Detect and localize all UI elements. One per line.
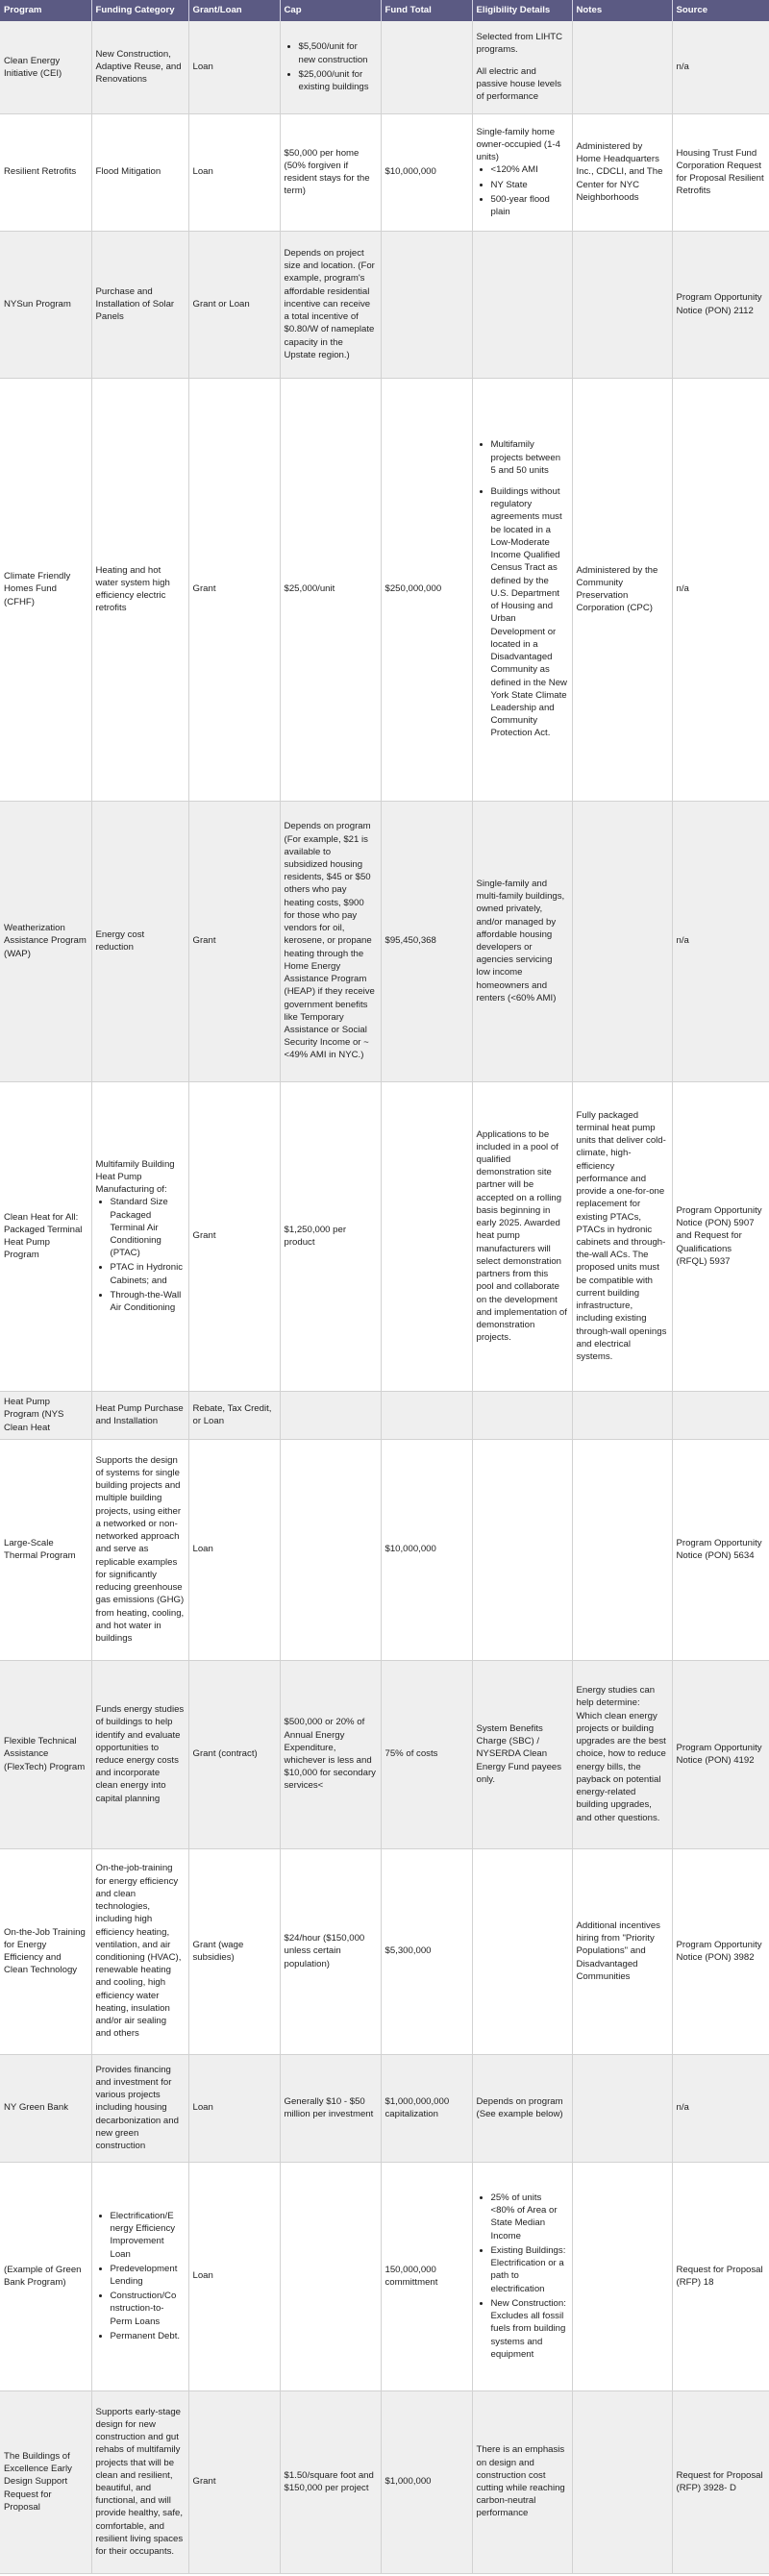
source-cell: Program Opportunity Notice (PON) 5634	[672, 1439, 769, 1660]
notes-cell: Additional incentives hiring from "Priority Populations" and Disadvantaged Communities	[572, 1848, 672, 2054]
fund-total-cell	[381, 231, 472, 378]
table-row	[0, 1660, 769, 1848]
funding-category-cell: Heating and hot water system high efficiency electric retrofits	[91, 378, 188, 801]
eligibility-cell	[472, 21, 572, 113]
program-cell: Large-Scale Thermal Program	[0, 1439, 91, 1660]
program-cell: NYSun Program	[0, 231, 91, 378]
funding-category-item: • Through-the-Wall Air Conditioning	[111, 1289, 185, 1314]
cap-item: • $25,000/unit for existing buildings	[299, 68, 377, 93]
fund-total-cell: $10,000,000	[381, 113, 472, 231]
cap-cell: $24/hour ($150,000 unless certain population)	[280, 1848, 381, 2054]
grant-loan-cell: Rebate, Tax Credit, or Loan	[188, 1391, 280, 1439]
grant-loan-cell: Loan	[188, 113, 280, 231]
header-row	[0, 0, 769, 21]
eligibility-item: • <120% AMI	[491, 163, 568, 176]
grant-loan-cell: Loan	[188, 2054, 280, 2162]
funding-category-item: • Predevelopment Lending	[111, 2263, 185, 2288]
source-cell: Program Opportunity Notice (PON) 2112	[672, 231, 769, 378]
header-cap[interactable]: Cap	[280, 0, 381, 21]
cap-cell: $1.50/square foot and $150,000 per project	[280, 2390, 381, 2573]
cap-cell: $1,250,000 per product	[280, 1081, 381, 1391]
cap-cell: $25,000/unit	[280, 378, 381, 801]
notes-cell	[572, 2162, 672, 2390]
cap-cell	[280, 1391, 381, 1439]
table-row	[0, 1439, 769, 1660]
program-cell: (Example of Green Bank Program)	[0, 2162, 91, 2390]
table-row	[0, 2054, 769, 2162]
fund-total-cell: $1,000,000	[381, 2390, 472, 2573]
eligibility-cell	[472, 1391, 572, 1439]
table-row	[0, 113, 769, 231]
eligibility-cell	[472, 1439, 572, 1660]
notes-cell	[572, 21, 672, 113]
funding-category-cell: Funds energy studies of buildings to help identify and evaluate opportunities to reduce energy costs and incorporate clean energy into capital planning	[91, 1660, 188, 1848]
funding-category-item: • Standard Size Packaged Terminal Air Conditioning (PTAC)	[111, 1196, 185, 1259]
source-cell: Request for Proposal (RFP) 3928- D	[672, 2390, 769, 2573]
header-eligibility-details[interactable]: Eligibility Details	[472, 0, 572, 21]
cap-cell: $500,000 or 20% of Annual Energy Expenditure, whichever is less and $10,000 for secondary services<	[280, 1660, 381, 1848]
table-row	[0, 1081, 769, 1391]
eligibility-cell	[472, 113, 572, 231]
funding-category-cell: On-the-job-training for energy efficiency and clean technologies, including high efficiency heating, ventilation, and air conditioning (HVAC), renewable heating and cooling, high efficiency water heating, insulation and/or air sealing and others	[91, 1848, 188, 2054]
cap-cell	[280, 2162, 381, 2390]
eligibility-cell	[472, 1848, 572, 2054]
eligibility-text: Single-family home owner-occupied (1-4 units)	[476, 126, 560, 163]
eligibility-item: • 25% of units <80% of Area or State Median Income	[491, 2192, 568, 2242]
notes-cell	[572, 2054, 672, 2162]
table-row	[0, 378, 769, 801]
grant-loan-cell: Grant (wage subsidies)	[188, 1848, 280, 2054]
header-fund-total[interactable]: Fund Total	[381, 0, 472, 21]
eligibility-cell: Single-family and multi-family buildings, owned privately, and/or managed by affordable housing developers or agencies servicing low income homeowners and renters (<60% AMI)	[472, 801, 572, 1081]
grant-loan-cell: Grant (contract)	[188, 1660, 280, 1848]
funding-category-text: Multifamily Building Heat Pump Manufacturing of:	[95, 1158, 175, 1196]
grant-loan-cell: Grant	[188, 2390, 280, 2573]
source-cell: n/a	[672, 801, 769, 1081]
funding-category-cell: New Construction, Adaptive Reuse, and Renovations	[91, 21, 188, 113]
fund-total-cell: $1,000,000,000 capitalization	[381, 2054, 472, 2162]
source-cell: Program Opportunity Notice (PON) 5907 and Request for Qualifications (RFQL) 5937	[672, 1081, 769, 1391]
fund-total-cell	[381, 1391, 472, 1439]
funding-category-cell: Energy cost reduction	[91, 801, 188, 1081]
source-cell	[672, 1391, 769, 1439]
eligibility-item: • Existing Buildings: Electrification or a path to electrification	[491, 2244, 568, 2295]
notes-cell: Fully packaged terminal heat pump units that deliver cold-climate, high-efficiency performance and provide a one-for-one replacement for existing PTACs, PTACs in hydronic cabinets and through-the-wall ACs. The proposed units must be compatible with current building infrastructure, including existing through-wall openings and electrical systems.	[572, 1081, 672, 1391]
fund-total-cell: $95,450,368	[381, 801, 472, 1081]
eligibility-cell	[472, 2162, 572, 2390]
program-cell: The Buildings of Excellence Early Design Support Request for Proposal	[0, 2390, 91, 2573]
table-row	[0, 1391, 769, 1439]
cap-cell	[280, 21, 381, 113]
eligibility-cell: Depends on program (See example below)	[472, 2054, 572, 2162]
funding-category-item: • PTAC in Hydronic Cabinets; and	[111, 1261, 185, 1286]
fund-total-cell: $250,000,000	[381, 378, 472, 801]
eligibility-text: All electric and passive house levels of performance	[476, 65, 562, 103]
table-row	[0, 2390, 769, 2573]
grant-loan-cell: Grant	[188, 801, 280, 1081]
funding-category-item: • Construction/Co nstruction-to-Perm Loans	[111, 2290, 185, 2328]
header-source[interactable]: Source	[672, 0, 769, 21]
notes-cell: Administered by the Community Preservation Corporation (CPC)	[572, 378, 672, 801]
grant-loan-cell: Loan	[188, 1439, 280, 1660]
notes-cell: Administered by Home Headquarters Inc., CDCLI, and The Center for NYC Neighborhoods	[572, 113, 672, 231]
header-grant-loan[interactable]: Grant/Loan	[188, 0, 280, 21]
program-cell: Clean Energy Initiative (CEI)	[0, 21, 91, 113]
grant-loan-cell: Grant	[188, 378, 280, 801]
source-cell: Request for Proposal (RFP) 18	[672, 2162, 769, 2390]
eligibility-cell	[472, 231, 572, 378]
eligibility-item: • NY State	[491, 179, 568, 191]
notes-cell: Energy studies can help determine: Which clean energy projects or building upgrades are the best choice, how to reduce energy bills, the payback on potential energy-related building upgrades, and other questions.	[572, 1660, 672, 1848]
header-funding-category[interactable]: Funding Category	[91, 0, 188, 21]
table-row	[0, 21, 769, 113]
program-cell: Heat Pump Program (NYS Clean Heat	[0, 1391, 91, 1439]
source-cell: n/a	[672, 21, 769, 113]
fund-total-cell: 150,000,000 committment	[381, 2162, 472, 2390]
funding-category-cell	[91, 2162, 188, 2390]
funding-category-cell: Supports early-stage design for new construction and gut rehabs of multifamily projects that will be clean and resilient, beautiful, and functional, and will provide healthy, safe, comfortable, and resilient living spaces for their occupants.	[91, 2390, 188, 2573]
funding-category-cell: Heat Pump Purchase and Installation	[91, 1391, 188, 1439]
header-notes[interactable]: Notes	[572, 0, 672, 21]
eligibility-text: Selected from LIHTC programs.	[476, 32, 563, 56]
fund-total-cell: 75% of costs	[381, 1660, 472, 1848]
funding-category-cell: Provides financing and investment for various projects including housing decarbonization and new green construction	[91, 2054, 188, 2162]
eligibility-cell	[472, 378, 572, 801]
table-row	[0, 2162, 769, 2390]
source-cell: Housing Trust Fund Corporation Request for Proposal Resilient Retrofits	[672, 113, 769, 231]
eligibility-item: • 500-year flood plain	[491, 193, 568, 218]
notes-cell	[572, 2390, 672, 2573]
funding-category-item: • Electrification/E nergy Efficiency Improvement Loan	[111, 2210, 185, 2261]
program-cell: Clean Heat for All: Packaged Terminal Heat Pump Program	[0, 1081, 91, 1391]
eligibility-cell: Applications to be included in a pool of qualified demonstration site partner will be accepted on a rolling basis beginning in early 2025. Awarded heat pump manufacturers will select demonstration partners from this pool and collaborate on the development and implementation of demonstration projects.	[472, 1081, 572, 1391]
eligibility-item: • Buildings without regulatory agreements must be located in a Low-Moderate Income Qualified Census Tract as defined by the U.S. Department of Housing and Urban Development or located in a Disadvantaged Community as defined in the New York State Climate Leadership and Community Protection Act.	[491, 485, 568, 740]
program-cell: On-the-Job Training for Energy Efficiency and Clean Technology	[0, 1848, 91, 2054]
header-program[interactable]: Program	[0, 0, 91, 21]
table-row	[0, 231, 769, 378]
source-cell: Program Opportunity Notice (PON) 3982	[672, 1848, 769, 2054]
funding-category-item: • Permanent Debt.	[111, 2330, 185, 2342]
funding-category-cell: Purchase and Installation of Solar Panels	[91, 231, 188, 378]
grant-loan-cell: Loan	[188, 2162, 280, 2390]
fund-total-cell	[381, 1081, 472, 1391]
eligibility-cell: System Benefits Charge (SBC) / NYSERDA Clean Energy Fund payees only.	[472, 1660, 572, 1848]
cap-cell: $50,000 per home (50% forgiven if resident stays for the term)	[280, 113, 381, 231]
eligibility-cell: There is an emphasis on design and construction cost cutting while reaching carbon-neutral performance	[472, 2390, 572, 2573]
notes-cell	[572, 801, 672, 1081]
table-row	[0, 1848, 769, 2054]
eligibility-item: • New Construction: Excludes all fossil fuels from building systems and equipment	[491, 2297, 568, 2361]
cap-cell: Generally $10 - $50 million per investment	[280, 2054, 381, 2162]
program-cell: Flexible Technical Assistance (FlexTech) Program	[0, 1660, 91, 1848]
program-cell: Resilient Retrofits	[0, 113, 91, 231]
source-cell: n/a	[672, 2054, 769, 2162]
cap-cell: Depends on project size and location. (For example, program's affordable residential incentive can receive a total incentive of $0.80/W of nameplate capacity in the Upstate region.)	[280, 231, 381, 378]
grant-loan-cell: Grant or Loan	[188, 231, 280, 378]
notes-cell	[572, 1391, 672, 1439]
funding-category-cell: Supports the design of systems for single building projects and multiple building projects, using either a networked or non-networked approach and serve as replicable examples for significantly reducing greenhouse gas emissions (GHG) from heating, cooling, and hot water in buildings	[91, 1439, 188, 1660]
source-cell: n/a	[672, 378, 769, 801]
funding-category-cell	[91, 1081, 188, 1391]
program-cell: Climate Friendly Homes Fund (CFHF)	[0, 378, 91, 801]
table-row	[0, 801, 769, 1081]
eligibility-item: • Multifamily projects between 5 and 50 units	[491, 438, 568, 477]
program-cell: Weatherization Assistance Program (WAP)	[0, 801, 91, 1081]
notes-cell	[572, 231, 672, 378]
fund-total-cell: $5,300,000	[381, 1848, 472, 2054]
fund-total-cell: $10,000,000	[381, 1439, 472, 1660]
cap-cell: Depends on program (For example, $21 is available to subsidized housing residents, $45 or $50 others who pay heating costs, $900 for those who pay vendors for oil, kerosene, or propane heating through the Home Energy Assistance Program (HEAP) if they receive government benefits like Temporary Assistance or Social Security Income or ~ <49% AMI in NYC.)	[280, 801, 381, 1081]
grant-loan-cell: Grant	[188, 1081, 280, 1391]
cap-item: • $5,500/unit for new construction	[299, 40, 377, 65]
grant-loan-cell: Loan	[188, 21, 280, 113]
cap-cell	[280, 1439, 381, 1660]
notes-cell	[572, 1439, 672, 1660]
source-cell: Program Opportunity Notice (PON) 4192	[672, 1660, 769, 1848]
program-cell: NY Green Bank	[0, 2054, 91, 2162]
funding-category-cell: Flood Mitigation	[91, 113, 188, 231]
fund-total-cell	[381, 21, 472, 113]
